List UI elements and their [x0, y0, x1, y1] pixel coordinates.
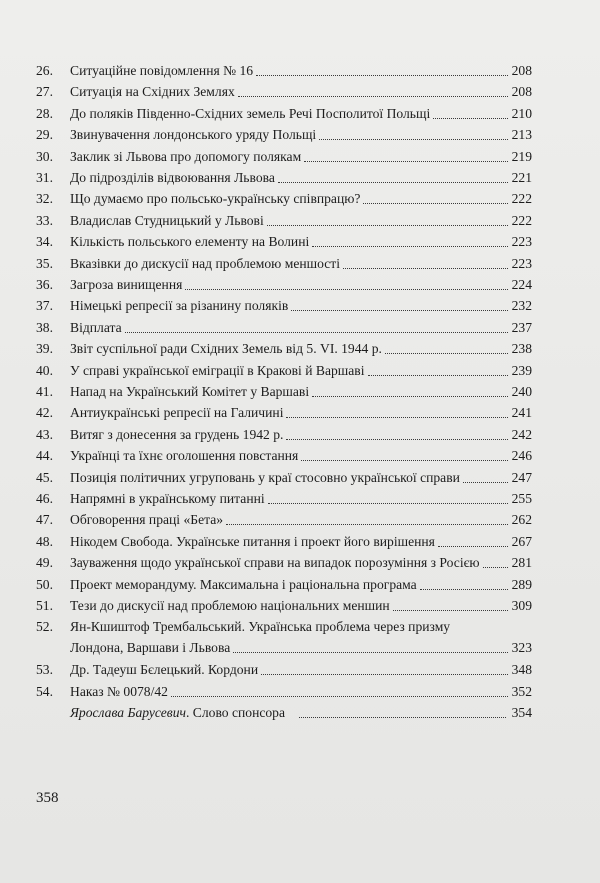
entry-title: Наказ № 0078/42 — [70, 683, 168, 699]
entry-title: Відплата — [70, 319, 122, 335]
leader-dots — [278, 182, 508, 183]
toc-entry — [36, 188, 532, 209]
leader-dots — [226, 524, 508, 525]
toc-entry — [36, 253, 532, 274]
entry-title: Загроза винищення — [70, 277, 183, 292]
leader-dots — [304, 161, 507, 162]
leader-dots — [185, 289, 507, 290]
entry-page: 221 — [511, 170, 532, 185]
entry-page: 237 — [511, 319, 532, 335]
entry-page: 352 — [511, 683, 532, 699]
entry-page: 223 — [511, 234, 532, 250]
sponsor-title: . Слово спонсора — [186, 705, 286, 720]
leader-dots — [393, 610, 508, 611]
entry-number: 43. — [36, 426, 53, 442]
toc-entry — [36, 317, 532, 338]
entry-page: 222 — [511, 212, 532, 228]
entry-page: 281 — [511, 555, 532, 571]
toc-entry — [36, 381, 532, 402]
entry-title — [70, 702, 285, 723]
entry-page: 213 — [511, 127, 532, 143]
entry-page: 267 — [511, 533, 532, 549]
entry-title: Позиція політичних угруповань у краї стосовно української справи — [70, 469, 460, 485]
entry-number: 27. — [36, 84, 53, 100]
entry-number: 31. — [36, 170, 53, 185]
entry-title: Проект меморандуму. Максимальна і раціональна програма — [70, 576, 417, 592]
leader-dots — [301, 460, 507, 461]
entry-title: Що думаємо про польсько-українську співпрацю? — [70, 191, 361, 207]
entry-number: 33. — [36, 212, 53, 228]
entry-page: 224 — [511, 277, 532, 292]
leader-dots — [312, 246, 507, 247]
leader-dots — [312, 396, 507, 397]
entry-number: 48. — [36, 533, 53, 549]
entry-number: 46. — [36, 491, 53, 506]
toc-entry — [36, 210, 532, 231]
entry-title: Ян-Кшиштоф Трембальський. Українська проблема через призму — [70, 619, 451, 635]
leader-dots — [286, 439, 507, 440]
entry-title: Напад на Український Комітет у Варшаві — [70, 384, 310, 399]
leader-dots — [299, 717, 506, 718]
entry-title: Владислав Студницький у Львові — [70, 212, 264, 228]
entry-number: 44. — [36, 448, 53, 464]
entry-title: Звинувачення лондонського уряду Польщі — [70, 127, 317, 143]
leader-dots — [268, 503, 508, 504]
entry-number: 50. — [36, 576, 53, 592]
entry-number: 51. — [36, 598, 53, 613]
toc-entry — [36, 659, 532, 680]
toc-entry — [36, 402, 532, 423]
leader-dots — [267, 225, 508, 226]
entry-number: 35. — [36, 255, 53, 271]
entry-title: Нікодем Свобода. Українське питання і проект його вирішення — [70, 533, 435, 549]
entry-number: 37. — [36, 298, 53, 314]
entry-page: 309 — [511, 598, 532, 613]
toc-entry — [36, 274, 532, 295]
entry-title: Вказівки до дискусії над проблемою меншості — [70, 255, 340, 271]
toc-entry — [36, 103, 532, 124]
entry-number: 52. — [36, 619, 53, 635]
entry-title: Напрямні в українському питанні — [70, 491, 265, 506]
leader-dots — [171, 696, 508, 697]
entry-title: Др. Тадеуш Бєлецький. Кордони — [70, 662, 259, 678]
entry-title: У справі української еміграції в Кракові й Варшаві — [70, 362, 365, 378]
leader-dots — [233, 652, 507, 653]
entry-number: 54. — [36, 683, 53, 699]
toc-entry — [36, 295, 532, 316]
toc-entry — [36, 552, 532, 573]
leader-dots — [368, 375, 508, 376]
entry-page: 246 — [511, 448, 532, 464]
entry-title: Витяг з донесення за грудень 1942 р. — [70, 426, 284, 442]
leader-dots — [483, 567, 508, 568]
toc-entry — [36, 509, 532, 530]
entry-page: 354 — [511, 705, 532, 720]
entry-page: 219 — [511, 148, 532, 164]
leader-dots — [433, 118, 507, 119]
toc-entry — [36, 488, 532, 509]
entry-page: 348 — [511, 662, 532, 678]
entry-number: 40. — [36, 362, 53, 378]
toc-entry — [36, 338, 532, 359]
entry-number: 45. — [36, 469, 53, 485]
entry-page: 208 — [511, 84, 532, 100]
entry-page: 255 — [511, 491, 532, 506]
entry-page: 238 — [511, 341, 532, 357]
entry-title: Заклик зі Львова про допомогу полякам — [70, 148, 302, 164]
page-number: 358 — [36, 790, 59, 806]
leader-dots — [343, 268, 508, 269]
entry-number: 30. — [36, 148, 53, 164]
toc-entry — [36, 574, 532, 595]
entry-number: 41. — [36, 384, 53, 399]
toc-entry — [36, 231, 532, 252]
entry-title: Українці та їхнє оголошення повстання — [70, 448, 299, 464]
toc-entry — [36, 81, 532, 102]
entry-title: Німецькі репресії за різанину поляків — [70, 298, 289, 314]
entry-page: 239 — [511, 362, 532, 378]
entry-page: 323 — [511, 640, 532, 656]
entry-number: 34. — [36, 234, 53, 250]
toc-entry — [36, 146, 532, 167]
sponsor-author: Ярослава Барусевич — [70, 705, 186, 720]
toc-entry — [36, 360, 532, 381]
entry-title: До підрозділів відвоювання Львова — [70, 170, 275, 185]
leader-dots — [286, 417, 507, 418]
entry-number: 49. — [36, 555, 53, 571]
leader-dots — [363, 203, 507, 204]
entry-page: 247 — [511, 469, 532, 485]
entry-page: 223 — [511, 255, 532, 271]
entry-number: 53. — [36, 662, 53, 678]
entry-number: 47. — [36, 512, 53, 528]
toc-entry — [36, 124, 532, 145]
leader-dots — [319, 139, 507, 140]
toc-entry — [36, 681, 532, 702]
entry-number: 29. — [36, 127, 53, 143]
leader-dots — [238, 96, 508, 97]
leader-dots — [125, 332, 508, 333]
entry-title: Ситуаційне повідомлення № 16 — [70, 63, 254, 78]
entry-page: 289 — [511, 576, 532, 592]
entry-number: 39. — [36, 341, 53, 357]
entry-page: 222 — [511, 191, 532, 207]
entry-title: Тези до дискусії над проблемою національних меншин — [70, 598, 390, 613]
toc-entry — [36, 467, 532, 488]
entry-number: 38. — [36, 319, 53, 335]
entry-page: 240 — [511, 384, 532, 399]
leader-dots — [438, 546, 508, 547]
toc-entry — [36, 167, 532, 188]
entry-number: 42. — [36, 405, 53, 421]
toc-entry — [36, 595, 532, 616]
leader-dots — [385, 353, 508, 354]
entry-page: 232 — [511, 298, 532, 314]
toc-entry — [36, 531, 532, 552]
entry-title: Ситуація на Східних Землях — [70, 84, 235, 100]
entry-title: Обговорення праці «Бета» — [70, 512, 224, 528]
entry-page: 208 — [511, 63, 532, 78]
entry-number: 26. — [36, 63, 53, 78]
entry-page: 262 — [511, 512, 532, 528]
toc-entry — [36, 424, 532, 445]
entry-title: Звіт суспільної ради Східних Земель від 5. VI. 1944 р. — [70, 341, 382, 357]
entry-title: Кількість польського елементу на Волині — [70, 234, 310, 250]
entry-page: 241 — [511, 405, 532, 421]
leader-dots — [420, 589, 508, 590]
entry-title: Антиукраїнські репресії на Галичині — [70, 405, 284, 421]
toc-entry — [36, 445, 532, 466]
toc-entry — [36, 60, 532, 81]
entry-number: 36. — [36, 277, 53, 292]
entry-title: Зауваження щодо української справи на випадок порозуміння з Росією — [70, 555, 480, 571]
entry-number: 32. — [36, 191, 53, 207]
leader-dots — [463, 482, 508, 483]
leader-dots — [256, 75, 508, 76]
entry-number: 28. — [36, 105, 53, 121]
entry-title: До поляків Південно-Східних земель Речі Посполитої Польщі — [70, 105, 431, 121]
leader-dots — [261, 674, 508, 675]
entry-page: 242 — [511, 426, 532, 442]
toc-entry — [36, 616, 532, 658]
entry-title-continued: Лондона, Варшави і Львова — [70, 640, 231, 656]
entry-page: 210 — [511, 105, 532, 121]
toc-entry-sponsor — [36, 702, 532, 723]
leader-dots — [291, 310, 507, 311]
